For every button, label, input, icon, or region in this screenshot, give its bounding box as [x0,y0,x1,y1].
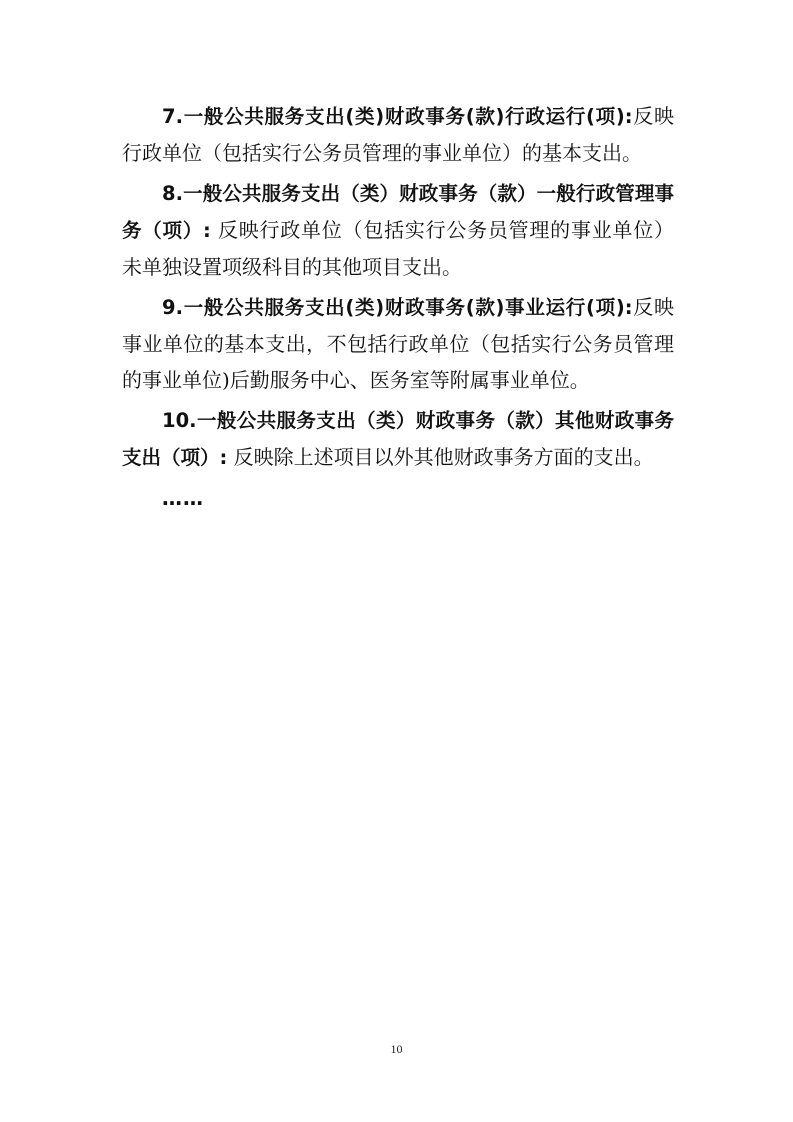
item-description: 反映除上述项目以外其他财政事务方面的支出。 [227,445,654,469]
paragraph-item-10 [122,402,674,476]
document-body [122,98,674,516]
paragraph-item-7 [122,98,674,171]
item-description: 反映事业单位的基本支出，不包括行政单位（包括实行公务员管理的事业单位)后勤服务中心、医务室等附属事业单位。 [122,295,675,392]
item-heading: 7.一般公共服务支出(类)财政事务(款)行政运行(项): [162,105,633,128]
ellipsis-marker: …… [162,486,204,510]
item-heading: 9.一般公共服务支出(类)财政事务(款)事业运行(项): [162,296,633,319]
item-heading: 8.一般公共服务支出（类）财政事务（款）一般行政管理事务（项）: [122,182,674,242]
item-description: 反映行政单位（包括实行公务员管理的事业单位）未单独设置项级科目的其他项目支出。 [122,218,674,279]
paragraph-item-9 [122,289,674,398]
item-description: 反映行政单位（包括实行公务员管理的事业单位）的基本支出。 [122,104,675,165]
paragraph-item-8 [122,175,674,285]
item-heading: 10.一般公共服务支出（类）财政事务（款）其他财政事务支出（项）: [122,409,674,469]
page-number: 10 [390,1042,403,1056]
